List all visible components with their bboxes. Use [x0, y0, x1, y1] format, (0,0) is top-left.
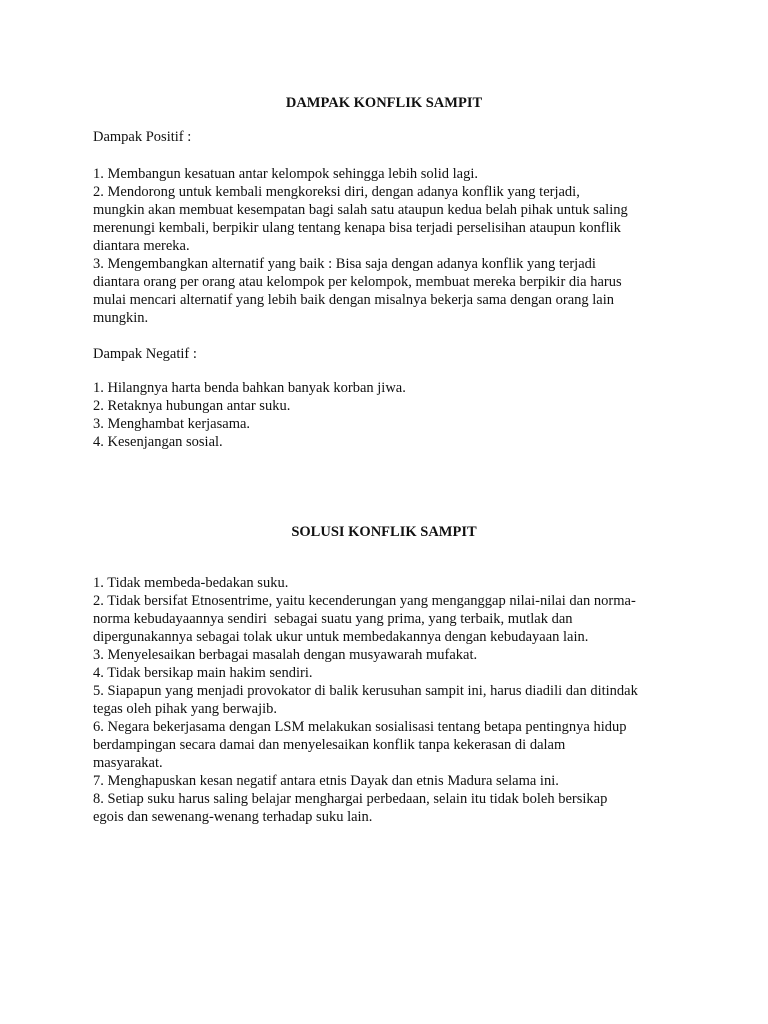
solusi-line: egois dan sewenang-wenang terhadap suku lain.: [93, 809, 373, 825]
positif-list: [93, 165, 683, 327]
positif-line: 2. Mendorong untuk kembali mengkoreksi diri, dengan adanya konflik yang terjadi,: [93, 184, 580, 200]
negatif-heading: Dampak Negatif :: [93, 346, 197, 362]
positif-line: 3. Mengembangkan alternatif yang baik : Bisa saja dengan adanya konflik yang terjadi: [93, 256, 596, 272]
title-solusi: SOLUSI KONFLIK SAMPIT: [291, 524, 477, 540]
negatif-line: 3. Menghambat kerjasama.: [93, 416, 251, 432]
solusi-line: 3. Menyelesaikan berbagai masalah dengan musyawarah mufakat.: [93, 647, 478, 663]
negatif-line: 1. Hilangnya harta benda bahkan banyak korban jiwa.: [93, 380, 406, 396]
negatif-line: 4. Kesenjangan sosial.: [93, 434, 223, 450]
solusi-line: 7. Menghapuskan kesan negatif antara etnis Dayak dan etnis Madura selama ini.: [93, 773, 559, 789]
positif-line: diantara orang per orang atau kelompok per kelompok, membuat mereka berpikir dia harus: [93, 274, 622, 290]
solusi-line: 1. Tidak membeda-bedakan suku.: [93, 575, 289, 591]
positif-heading: Dampak Positif :: [93, 129, 192, 145]
solusi-line: 2. Tidak bersifat Etnosentrime, yaitu kecenderungan yang menganggap nilai-nilai dan norma-: [93, 593, 636, 609]
title-dampak: DAMPAK KONFLIK SAMPIT: [285, 95, 483, 111]
solusi-line: berdampingan secara damai dan menyelesaikan konflik tanpa kekerasan di dalam: [93, 737, 566, 753]
solusi-line: tegas oleh pihak yang berwajib.: [93, 701, 278, 717]
solusi-line: 8. Setiap suku harus saling belajar menghargai perbedaan, selain itu tidak boleh bersikap: [93, 791, 608, 807]
negatif-list: [93, 379, 683, 451]
positif-line: merenungi kembali, berpikir ulang tentang kenapa bisa terjadi perselisihan ataupun konflik: [93, 220, 621, 236]
solusi-list: [93, 574, 683, 826]
solusi-line: dipergunakannya sebagai tolak ukur untuk membedakannya dengan kebudayaan lain.: [93, 629, 589, 645]
solusi-line: masyarakat.: [93, 755, 163, 771]
positif-line: mulai mencari alternatif yang lebih baik dengan misalnya bekerja sama dengan orang lain: [93, 292, 614, 308]
solusi-line: 6. Negara bekerjasama dengan LSM melakukan sosialisasi tentang betapa pentingnya hidup: [93, 719, 627, 735]
solusi-line: norma kebudayaannya sendiri sebagai suatu yang prima, yang terbaik, mutlak dan: [93, 611, 573, 627]
positif-line: 1. Membangun kesatuan antar kelompok sehingga lebih solid lagi.: [93, 166, 478, 182]
solusi-line: 4. Tidak bersikap main hakim sendiri.: [93, 665, 313, 681]
solusi-line: 5. Siapapun yang menjadi provokator di balik kerusuhan sampit ini, harus diadili dan ditindak: [93, 683, 638, 699]
positif-line: mungkin akan membuat kesempatan bagi salah satu ataupun kedua belah pihak untuk saling: [93, 202, 628, 218]
positif-line: diantara mereka.: [93, 238, 190, 254]
positif-line: mungkin.: [93, 310, 149, 326]
negatif-line: 2. Retaknya hubungan antar suku.: [93, 398, 291, 414]
